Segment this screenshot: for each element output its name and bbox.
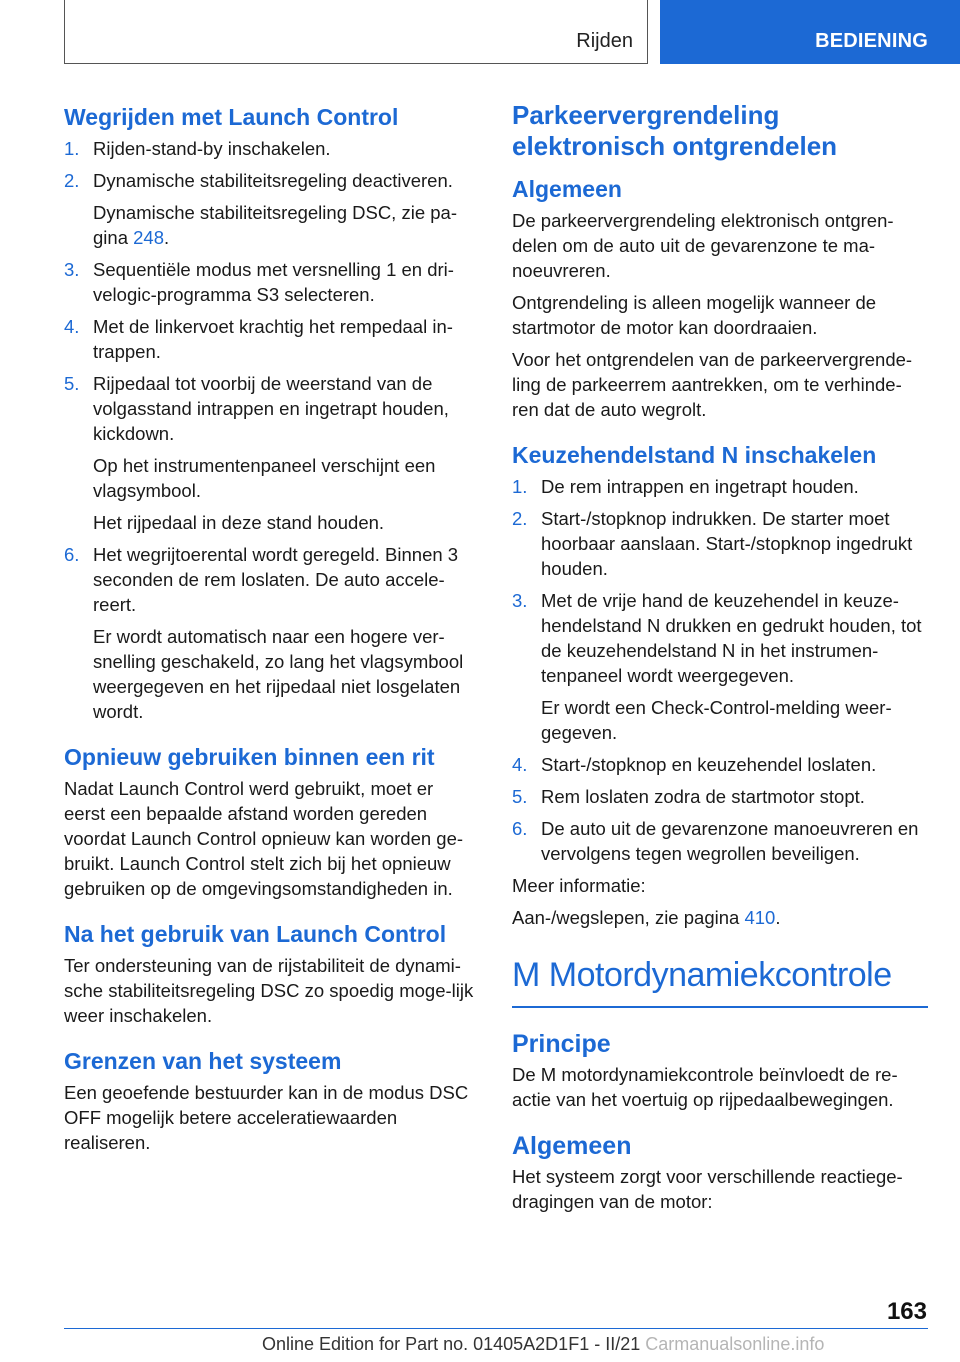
launch-steps-list bbox=[64, 136, 476, 724]
reuse-heading: Opnieuw gebruiken binnen een rit bbox=[64, 744, 435, 770]
step-subtext-body: Dynamische stabiliteitsregeling DSC, zie pa‐gina bbox=[93, 202, 457, 248]
page-number: 163 bbox=[886, 1298, 927, 1325]
more-info-label: Meer informatie: bbox=[512, 875, 646, 896]
list-item bbox=[64, 257, 476, 307]
general-paragraph-1: De parkeervergrendeling elektronisch ontgren‐delen om de auto uit de gevarenzone te ma‐noeuvreren. bbox=[512, 210, 894, 281]
step-subtext: Er wordt automatisch naar een hogere ver‐snelling geschakeld, zo lang het vlagsymbool weergegeven en het rijpedaal niet losgelaten wordt. bbox=[93, 626, 464, 722]
step-number: 1. bbox=[512, 476, 528, 497]
step-text: De auto uit de gevarenzone manoeuvreren en vervolgens tegen wegrollen beveiligen. bbox=[541, 818, 919, 864]
step-text: Met de linkervoet krachtig het rempedaal in‐trappen. bbox=[93, 316, 453, 362]
step-number: 1. bbox=[64, 138, 80, 159]
after-use-heading: Na het gebruik van Launch Control bbox=[64, 921, 447, 947]
step-number: 3. bbox=[512, 590, 528, 611]
general-paragraph-3: Voor het ontgrendelen van de parkeervergrende‐ling de parkeerrem aantrekken, om te verhinde‐ren dat de auto wegrolt. bbox=[512, 349, 913, 420]
step-number: 4. bbox=[512, 754, 528, 775]
launch-control-heading: Wegrijden met Launch Control bbox=[64, 104, 399, 130]
step-number: 3. bbox=[64, 259, 80, 280]
general-heading: Algemeen bbox=[512, 176, 622, 202]
step-number: 2. bbox=[512, 508, 528, 529]
step-text: De rem intrappen en ingetrapt houden. bbox=[541, 476, 859, 497]
step-text: Rijpedaal tot voorbij de weerstand van de volgasstand intrappen en ingetrapt houden, kickdown. bbox=[93, 373, 449, 444]
system-limits-paragraph: Een geoefende bestuurder kan in de modus DSC OFF mogelijk betere acceleratiewaarden realiseren. bbox=[64, 1082, 469, 1153]
step-text: Start-/stopknop en keuzehendel loslaten. bbox=[541, 754, 877, 775]
step-subtext: Op het instrumentenpaneel verschijnt een vlagsymbool. bbox=[93, 455, 436, 501]
page-link-410[interactable]: 410 bbox=[744, 907, 776, 928]
step-subtext: Het rijpedaal in deze stand houden. bbox=[93, 512, 385, 533]
principle-paragraph: De M motordynamiekcontrole beïnvloedt de re‐actie van het voertuig op rijpedaalbewegingen. bbox=[512, 1064, 898, 1110]
after-use-paragraph: Ter ondersteuning van de rijstabiliteit de dynami‐sche stabiliteitsregeling DSC zo spoedig moge‐lijk weer inschakelen. bbox=[64, 955, 474, 1026]
page-link-248[interactable]: 248 bbox=[133, 227, 164, 248]
step-number: 5. bbox=[512, 786, 528, 807]
step-text: Dynamische stabiliteitsregeling deactiveren. bbox=[93, 170, 453, 191]
left-column bbox=[64, 100, 476, 1162]
motor-dynamics-heading: M Motordynamiekcontrole bbox=[512, 954, 928, 1008]
footer-divider bbox=[64, 1328, 928, 1329]
right-column bbox=[512, 100, 928, 1221]
header-section-label: Rijden bbox=[576, 30, 633, 52]
list-item bbox=[64, 168, 476, 250]
step-text: Het wegrijtoerental wordt geregeld. Binnen 3 seconden de rem loslaten. De auto accele‐reert. bbox=[93, 544, 459, 615]
neutral-heading: Keuzehendelstand N inschakelen bbox=[512, 442, 877, 468]
footer-edition-text: Online Edition for Part no. 01405A2D1F1 - II/21 bbox=[262, 1334, 641, 1354]
step-number: 6. bbox=[512, 818, 528, 839]
step-text: Rijden-stand-by inschakelen. bbox=[93, 138, 331, 159]
step-number: 6. bbox=[64, 544, 80, 565]
principle-heading: Principe bbox=[512, 1030, 611, 1058]
step-text: Met de vrije hand de keuzehendel in keuze‐hendelstand N drukken en gedrukt houden, tot de keuzehendelstand N in het instrumen‐tenpaneel wordt weergegeven. bbox=[541, 590, 922, 686]
step-number: 5. bbox=[64, 373, 80, 394]
reuse-paragraph: Nadat Launch Control werd gebruikt, moet er eerst een bepaalde afstand worden gereden voordat Launch Control opnieuw kan worden ge‐bruikt. Launch Control stelt zich bij het opnieuw gebruiken op de omgevingsomstandigheden in. bbox=[64, 778, 464, 899]
list-item bbox=[512, 474, 928, 499]
list-item bbox=[512, 784, 928, 809]
header-chapter-tab bbox=[660, 0, 960, 64]
general-paragraph-2: Ontgrendeling is alleen mogelijk wanneer de startmotor de motor kan doordraaien. bbox=[512, 292, 877, 338]
list-item bbox=[64, 371, 476, 535]
header-section-box bbox=[64, 0, 648, 64]
step-subtext: Er wordt een Check-Control-melding weer‐gegeven. bbox=[541, 697, 892, 743]
step-number: 4. bbox=[64, 316, 80, 337]
step-number: 2. bbox=[64, 170, 80, 191]
list-item bbox=[64, 136, 476, 161]
towing-reference: Aan-/wegslepen, zie pagina 410. bbox=[512, 907, 781, 928]
step-subtext: Dynamische stabiliteitsregeling DSC, zie pa‐gina 248. bbox=[93, 202, 457, 248]
neutral-steps-list bbox=[512, 474, 928, 866]
footer-watermark: Carmanualsonline.info bbox=[645, 1334, 825, 1354]
list-item bbox=[512, 752, 928, 777]
general-paragraph-4: Het systeem zorgt voor verschillende reactiege‐dragingen van de motor: bbox=[512, 1166, 903, 1212]
system-limits-heading: Grenzen van het systeem bbox=[64, 1048, 342, 1074]
park-lock-heading: Parkeervergrendeling elektronisch ontgrendelen bbox=[512, 100, 838, 161]
list-item bbox=[512, 816, 928, 866]
list-item bbox=[512, 506, 928, 581]
step-text: Rem loslaten zodra de startmotor stopt. bbox=[541, 786, 865, 807]
general-heading-2: Algemeen bbox=[512, 1132, 632, 1160]
list-item bbox=[64, 314, 476, 364]
header-chapter-label: BEDIENING bbox=[815, 30, 928, 52]
list-item bbox=[64, 542, 476, 724]
step-text: Start-/stopknop indrukken. De starter moet hoorbaar aanslaan. Start-/stopknop ingedrukt houden. bbox=[541, 508, 913, 579]
footer-edition bbox=[262, 1334, 824, 1355]
list-item bbox=[512, 588, 928, 745]
step-text: Sequentiële modus met versnelling 1 en dri‐velogic-programma S3 selecteren. bbox=[93, 259, 454, 305]
towing-text: Aan-/wegslepen, zie pagina bbox=[512, 907, 745, 928]
